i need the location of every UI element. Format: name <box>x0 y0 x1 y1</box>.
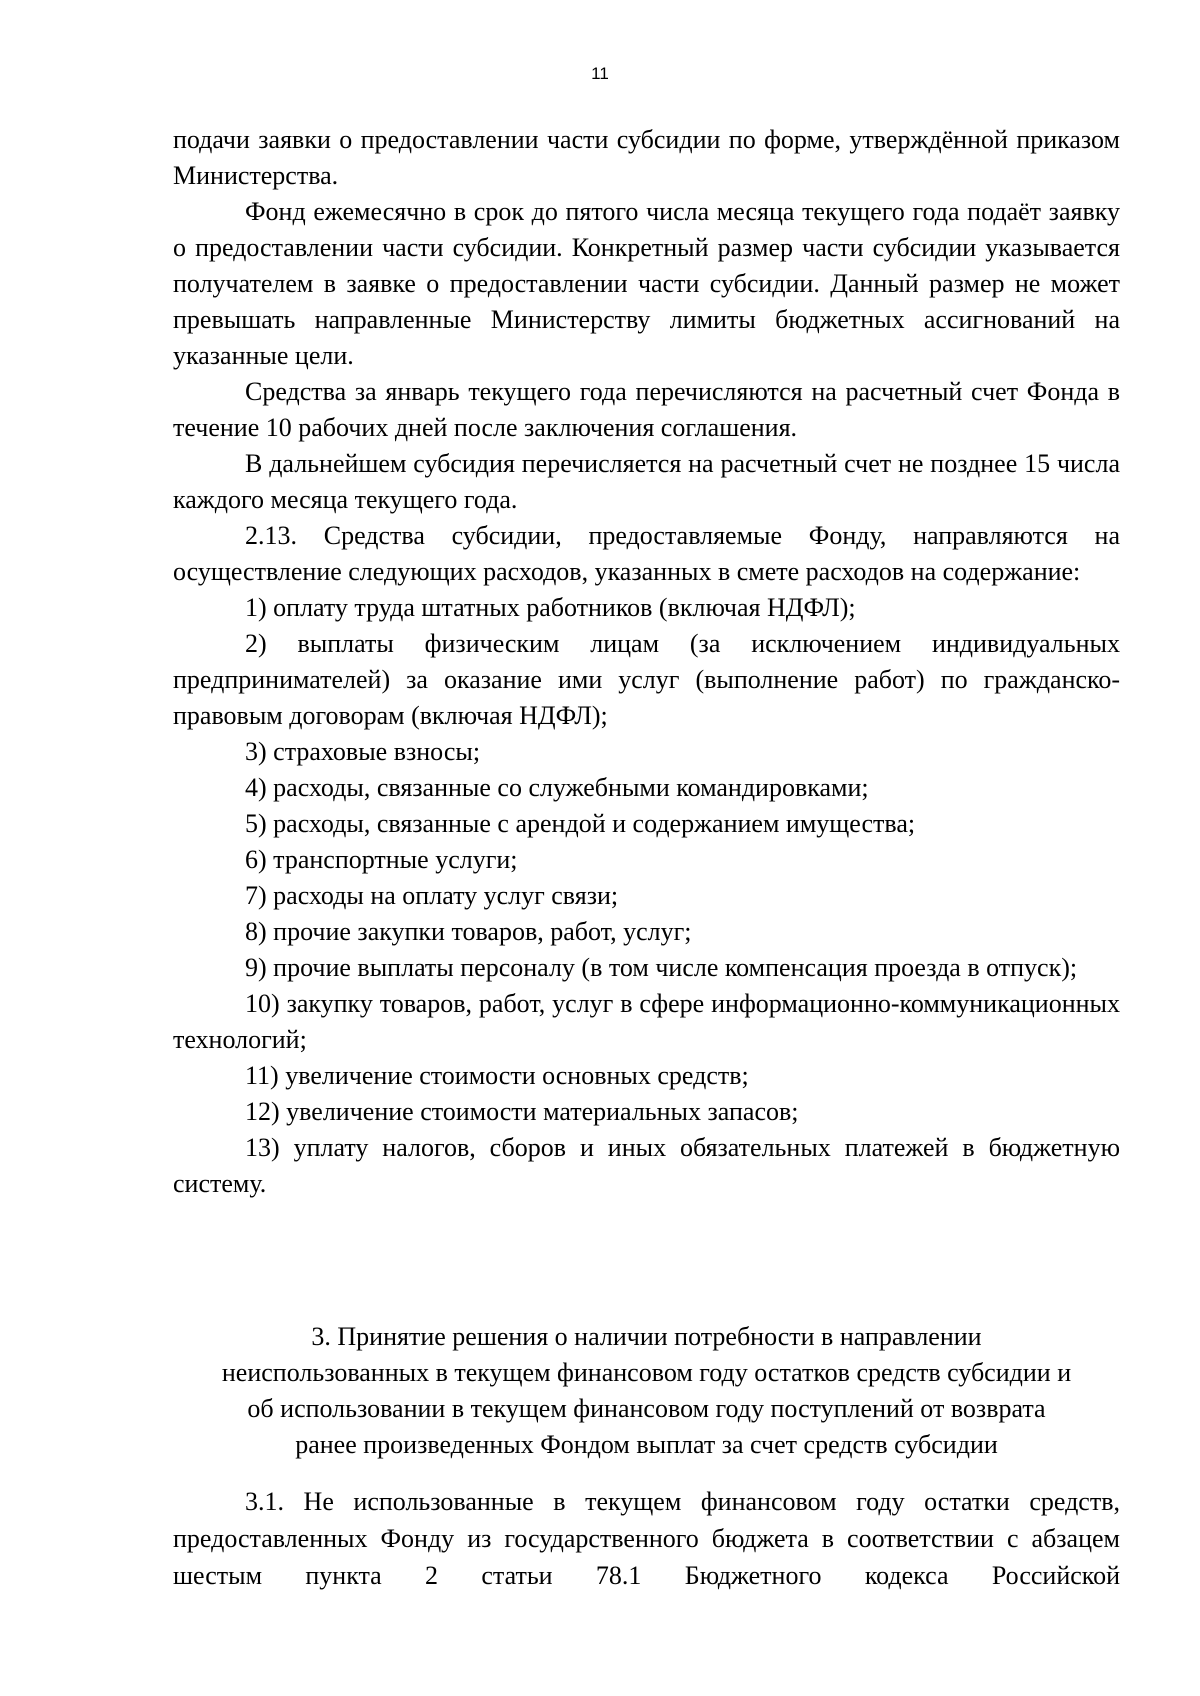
list-item-5: 5) расходы, связанные с арендой и содержанием имущества; <box>245 809 916 838</box>
section-heading-line: 3. Принятие решения о наличии потребности в направлении <box>311 1322 982 1351</box>
section-heading-line: неиспользованных в текущем финансовом году остатков средств субсидии и <box>221 1358 1072 1387</box>
list-item-4: 4) расходы, связанные со служебными командировками; <box>245 773 869 802</box>
section-heading <box>173 1319 1120 1463</box>
list-item-6: 6) транспортные услуги; <box>245 845 518 874</box>
list-item-8: 8) прочие закупки товаров, работ, услуг; <box>245 917 692 946</box>
list-item-9: 9) прочие выплаты персоналу (в том числе компенсация проезда в отпуск); <box>245 953 1078 982</box>
paragraph-3: В дальнейшем субсидия перечисляется на расчетный счет не позднее 15 числа каждого месяца текущего года. <box>173 449 1120 514</box>
page-number: 11 <box>591 64 609 83</box>
list-item-1: 1) оплату труда штатных работников (включая НДФЛ); <box>245 593 856 622</box>
list-item-13: 13) уплату налогов, сборов и иных обязательных платежей в бюджетную систему. <box>173 1133 1120 1198</box>
closing-paragraph: 3.1. Не использованные в текущем финансовом году остатки средств, предоставленных Фонду из государственного бюджета в соответствии с абзацем шестым пункта 2 статьи 78.1 Бюджетного кодекса Российской <box>173 1487 1120 1590</box>
list-item-10: 10) закупку товаров, работ, услуг в сфере информационно-коммуникационных технологий; <box>173 989 1120 1054</box>
document-body <box>173 122 1120 1202</box>
list-item-12: 12) увеличение стоимости материальных запасов; <box>245 1097 799 1126</box>
section-heading-line: ранее произведенных Фондом выплат за счет средств субсидии <box>295 1430 998 1459</box>
list-item-2: 2) выплаты физическим лицам (за исключением индивидуальных предпринимателей) за оказание ими услуг (выполнение работ) по гражданско-правовым договорам (включая НДФЛ); <box>173 629 1120 730</box>
paragraph-2: Средства за январь текущего года перечисляются на расчетный счет Фонда в течение 10 рабочих дней после заключения соглашения. <box>173 377 1120 442</box>
list-item-3: 3) страховые взносы; <box>245 737 481 766</box>
list-item-7: 7) расходы на оплату услуг связи; <box>245 881 619 910</box>
section-heading-line: об использовании в текущем финансовом году поступлений от возврата <box>247 1394 1046 1423</box>
paragraph-1: Фонд ежемесячно в срок до пятого числа месяца текущего года подаёт заявку о предоставлении части субсидии. Конкретный размер части субсидии указывается получателем в заявке о предоставлении части субсидии. Данный размер не может превышать направленные Министерству лимиты бюджетных ассигнований на указанные цели. <box>173 197 1120 370</box>
list-item-11: 11) увеличение стоимости основных средств; <box>245 1061 749 1090</box>
closing-section <box>173 1483 1120 1594</box>
paragraph-4: 2.13. Средства субсидии, предоставляемые Фонду, направляются на осуществление следующих расходов, указанных в смете расходов на содержание: <box>173 521 1120 586</box>
paragraph-0: подачи заявки о предоставлении части субсидии по форме, утверждённой приказом Министерства. <box>173 125 1120 190</box>
